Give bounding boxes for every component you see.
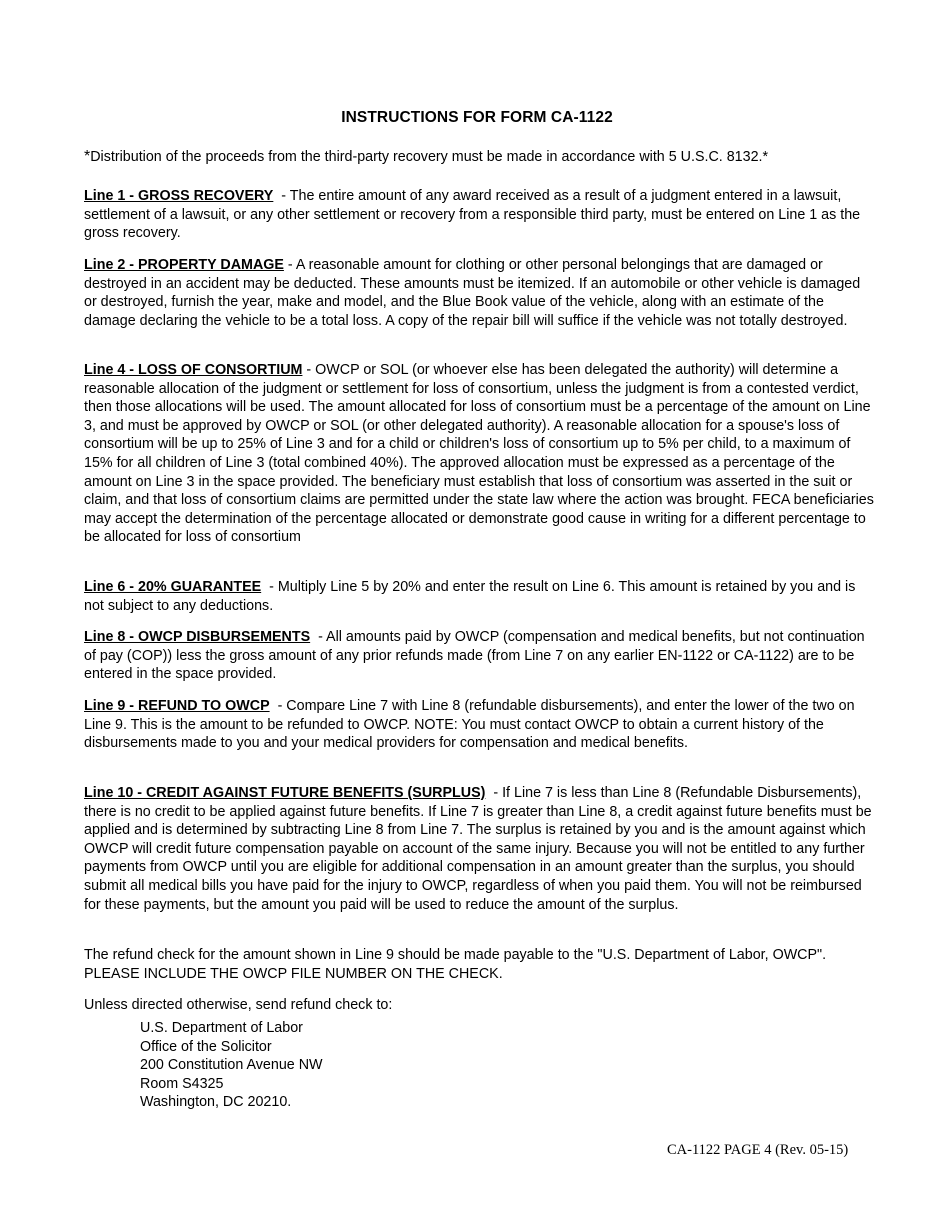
section-heading: Line 2 - PROPERTY DAMAGE xyxy=(84,257,284,273)
mailing-address xyxy=(140,1019,323,1112)
section-heading: Line 1 - GROSS RECOVERY xyxy=(84,188,274,204)
send-to-intro: Unless directed otherwise, send refund check to: xyxy=(84,997,393,1013)
note-asterisk: * xyxy=(84,148,91,165)
section-heading: Line 4 - LOSS OF CONSORTIUM xyxy=(84,362,303,378)
section-line-6 xyxy=(84,578,874,615)
address-line: 200 Constitution Avenue NW xyxy=(140,1057,323,1074)
distribution-note xyxy=(84,148,768,167)
section-heading: Line 6 - 20% GUARANTEE xyxy=(84,579,262,595)
address-line: Washington, DC 20210. xyxy=(140,1094,292,1111)
note-text: Distribution of the proceeds from the third-party recovery must be made in accordance with 5 U.S.C. 8132.* xyxy=(90,149,769,165)
address-line: Room S4325 xyxy=(140,1075,224,1092)
section-line-1 xyxy=(84,187,874,243)
section-line-10 xyxy=(84,784,874,914)
section-body: - All amounts paid by OWCP (compensation and medical benefits, but not continuation of pay (COP)) less the gross amount of any prior refunds made (from Line 7 on any earlier EN-1122 or CA-1122) are to be entered in the space provided. xyxy=(84,629,865,683)
section-body: - Compare Line 7 with Line 8 (refundable disbursements), and enter the lower of the two on Line 9. This is the amount to be refunded to OWCP. NOTE: You must contact OWCP to obtain a current history of the disbursements made to you and your medical providers for compensation and medical benefits. xyxy=(84,698,855,752)
section-line-4 xyxy=(84,361,874,547)
section-line-2 xyxy=(84,256,874,330)
section-heading: Line 9 - REFUND TO OWCP xyxy=(84,698,270,714)
section-body: - If Line 7 is less than Line 8 (Refundable Disbursements), there is no credit to be applied against future benefits. If Line 7 is greater than Line 8, a credit against future benefits must be applied and is determined by subtracting Line 8 from Line 7. The surplus is retained by you and is the amount against which OWCP will credit future compensation payable on account of the same injury. Because you will not be entitled to any further payments from OWCP until you are eligible for additional compensation in an amount greater than the surplus, you should submit all medical bills you have paid for the injury to OWCP, regardless of when you paid them. You will not be reimbursed for these payments, but the amount you paid will be used to reduce the amount of the surplus. xyxy=(84,785,872,913)
section-body: - A reasonable amount for clothing or other personal belongings that are damaged or destroyed in an accident may be deducted. These amounts must be itemized. If an automobile or other vehicle is damaged or destroyed, furnish the year, make and model, and the Blue Book value of the vehicle, along with an estimate of the damage declaring the vehicle to be a total loss. A copy of the repair bill will suffice if the vehicle was not totally destroyed. xyxy=(84,257,861,329)
section-body: - Multiply Line 5 by 20% and enter the result on Line 6. This amount is retained by you and is not subject to any deductions. xyxy=(84,579,856,614)
section-body: - OWCP or SOL (or whoever else has been delegated the authority) will determine a reasonable allocation of the judgment or settlement for loss of consortium, unless the judgment is from a contested verdict, then those allocations will be used. The amount allocated for loss of consortium must be a percentage of the amount on Line 3, and must be approved by OWCP or SOL (or other delegated authority). A reasonable allocation for a spouse's loss of consortium will be up to 25% of Line 3 and for a child or children's loss of consortium up to 5% per child, to a maximum of 15% for all children of Line 3 (total combined 40%). The approved allocation must be expressed as a percentage of the amount on Line 3 in the space provided. The beneficiary must establish that loss of consortium was asserted in the suit or claim, and that loss of consortium claims are permitted under the state law where the action was brought. FECA beneficiaries may accept the determination of the percentage allocated or demonstrate good cause in writing for a different percentage to be allocated for loss of consortium xyxy=(84,362,874,546)
address-line: U.S. Department of Labor xyxy=(140,1020,303,1036)
section-line-9 xyxy=(84,697,874,753)
address-line: Office of the Solicitor xyxy=(140,1038,272,1055)
section-heading: Line 10 - CREDIT AGAINST FUTURE BENEFITS (SURPLUS) xyxy=(84,785,486,801)
section-body: - The entire amount of any award received as a result of a judgment entered in a lawsuit, settlement of a lawsuit, or any other settlement or recovery from a responsible third party, must be entered on Line 1 as the gross recovery. xyxy=(84,188,861,242)
refund-note: The refund check for the amount shown in Line 9 should be made payable to the "U.S. Department of Labor, OWCP". PLEASE INCLUDE THE OWCP FILE NUMBER ON THE CHECK. xyxy=(84,947,827,982)
section-line-8 xyxy=(84,628,874,684)
page-footer: CA-1122 PAGE 4 (Rev. 05-15) xyxy=(667,1142,849,1158)
section-heading: Line 8 - OWCP DISBURSEMENTS xyxy=(84,629,311,645)
page-title: INSTRUCTIONS FOR FORM CA-1122 xyxy=(341,109,613,126)
